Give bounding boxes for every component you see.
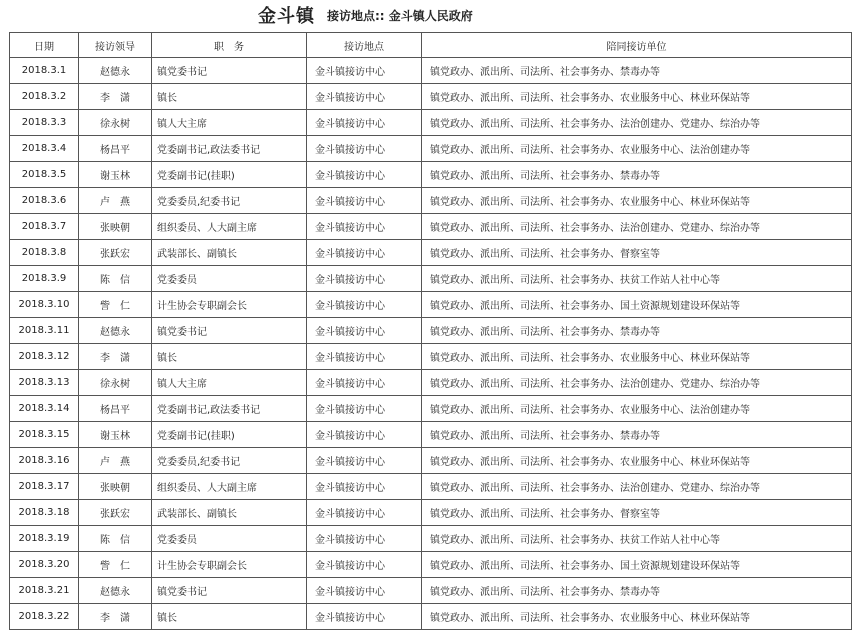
cell-units: 镇党政办、派出所、司法所、社会事务办、禁毒办等 <box>422 422 852 448</box>
cell-date: 2018.3.5 <box>10 162 79 188</box>
cell-position: 党委副书记(挂职) <box>152 162 307 188</box>
cell-units: 镇党政办、派出所、司法所、社会事务办、农业服务中心、法治创建办等 <box>422 136 852 162</box>
cell-location: 金斗镇接访中心 <box>307 266 422 292</box>
page-heading <box>0 2 859 28</box>
cell-units: 镇党政办、派出所、司法所、社会事务办、督察室等 <box>422 500 852 526</box>
column-header-date: 日期 <box>10 33 79 58</box>
cell-position: 镇长 <box>152 604 307 630</box>
cell-leader: 谢玉林 <box>79 162 152 188</box>
cell-date: 2018.3.11 <box>10 318 79 344</box>
cell-location: 金斗镇接访中心 <box>307 110 422 136</box>
cell-date: 2018.3.13 <box>10 370 79 396</box>
table-row <box>10 396 852 422</box>
table-row <box>10 318 852 344</box>
column-header-leader: 接访领导 <box>79 33 152 58</box>
cell-position: 镇党委书记 <box>152 318 307 344</box>
page-subtitle: 接访地点:: 金斗镇人民政府 <box>327 9 473 23</box>
column-header-units: 陪同接访单位 <box>422 33 852 58</box>
table-row <box>10 552 852 578</box>
cell-date: 2018.3.8 <box>10 240 79 266</box>
cell-units: 镇党政办、派出所、司法所、社会事务办、国土资源规划建设环保站等 <box>422 292 852 318</box>
schedule-table <box>9 32 852 630</box>
cell-position: 镇党委书记 <box>152 58 307 84</box>
cell-leader: 卢 燕 <box>79 448 152 474</box>
cell-units: 镇党政办、派出所、司法所、社会事务办、禁毒办等 <box>422 318 852 344</box>
cell-leader: 陈 信 <box>79 526 152 552</box>
table-row <box>10 370 852 396</box>
cell-position: 党委副书记,政法委书记 <box>152 136 307 162</box>
cell-units: 镇党政办、派出所、司法所、社会事务办、农业服务中心、林业环保站等 <box>422 448 852 474</box>
cell-leader: 杨昌平 <box>79 136 152 162</box>
table-row <box>10 110 852 136</box>
cell-position: 镇人大主席 <box>152 110 307 136</box>
cell-date: 2018.3.12 <box>10 344 79 370</box>
cell-leader: 訾 仁 <box>79 552 152 578</box>
cell-leader: 赵德永 <box>79 318 152 344</box>
cell-date: 2018.3.3 <box>10 110 79 136</box>
table-row <box>10 266 852 292</box>
cell-units: 镇党政办、派出所、司法所、社会事务办、国土资源规划建设环保站等 <box>422 552 852 578</box>
cell-location: 金斗镇接访中心 <box>307 188 422 214</box>
cell-leader: 张映朝 <box>79 214 152 240</box>
table-row <box>10 500 852 526</box>
cell-position: 武装部长、副镇长 <box>152 500 307 526</box>
table-row <box>10 292 852 318</box>
cell-leader: 赵德永 <box>79 578 152 604</box>
cell-location: 金斗镇接访中心 <box>307 84 422 110</box>
column-header-position: 职 务 <box>152 33 307 58</box>
table-header-row <box>10 33 852 58</box>
cell-date: 2018.3.22 <box>10 604 79 630</box>
table-row <box>10 84 852 110</box>
table-row <box>10 240 852 266</box>
cell-location: 金斗镇接访中心 <box>307 500 422 526</box>
cell-leader: 李 潇 <box>79 604 152 630</box>
cell-location: 金斗镇接访中心 <box>307 344 422 370</box>
cell-leader: 李 潇 <box>79 344 152 370</box>
cell-date: 2018.3.16 <box>10 448 79 474</box>
cell-location: 金斗镇接访中心 <box>307 552 422 578</box>
cell-position: 党委委员,纪委书记 <box>152 188 307 214</box>
cell-date: 2018.3.17 <box>10 474 79 500</box>
table-body <box>10 58 852 630</box>
cell-position: 武装部长、副镇长 <box>152 240 307 266</box>
cell-position: 组织委员、人大副主席 <box>152 214 307 240</box>
cell-date: 2018.3.19 <box>10 526 79 552</box>
cell-units: 镇党政办、派出所、司法所、社会事务办、禁毒办等 <box>422 58 852 84</box>
table-row <box>10 604 852 630</box>
cell-position: 镇党委书记 <box>152 578 307 604</box>
cell-units: 镇党政办、派出所、司法所、社会事务办、法治创建办、党建办、综治办等 <box>422 214 852 240</box>
table-row <box>10 448 852 474</box>
cell-date: 2018.3.15 <box>10 422 79 448</box>
cell-location: 金斗镇接访中心 <box>307 526 422 552</box>
cell-units: 镇党政办、派出所、司法所、社会事务办、农业服务中心、林业环保站等 <box>422 344 852 370</box>
cell-leader: 卢 燕 <box>79 188 152 214</box>
cell-date: 2018.3.21 <box>10 578 79 604</box>
cell-location: 金斗镇接访中心 <box>307 370 422 396</box>
cell-location: 金斗镇接访中心 <box>307 448 422 474</box>
cell-units: 镇党政办、派出所、司法所、社会事务办、农业服务中心、法治创建办等 <box>422 396 852 422</box>
cell-units: 镇党政办、派出所、司法所、社会事务办、禁毒办等 <box>422 162 852 188</box>
cell-units: 镇党政办、派出所、司法所、社会事务办、扶贫工作站人社中心等 <box>422 266 852 292</box>
cell-leader: 徐永树 <box>79 370 152 396</box>
cell-location: 金斗镇接访中心 <box>307 162 422 188</box>
cell-units: 镇党政办、派出所、司法所、社会事务办、禁毒办等 <box>422 578 852 604</box>
cell-leader: 陈 信 <box>79 266 152 292</box>
cell-leader: 杨昌平 <box>79 396 152 422</box>
table-row <box>10 578 852 604</box>
cell-location: 金斗镇接访中心 <box>307 318 422 344</box>
cell-units: 镇党政办、派出所、司法所、社会事务办、农业服务中心、林业环保站等 <box>422 188 852 214</box>
table-row <box>10 136 852 162</box>
cell-position: 镇人大主席 <box>152 370 307 396</box>
cell-location: 金斗镇接访中心 <box>307 578 422 604</box>
cell-position: 镇长 <box>152 84 307 110</box>
column-header-location: 接访地点 <box>307 33 422 58</box>
cell-location: 金斗镇接访中心 <box>307 58 422 84</box>
cell-position: 计生协会专职副会长 <box>152 552 307 578</box>
cell-units: 镇党政办、派出所、司法所、社会事务办、督察室等 <box>422 240 852 266</box>
cell-leader: 张跃宏 <box>79 240 152 266</box>
cell-units: 镇党政办、派出所、司法所、社会事务办、法治创建办、党建办、综治办等 <box>422 370 852 396</box>
cell-position: 计生协会专职副会长 <box>152 292 307 318</box>
table-row <box>10 344 852 370</box>
cell-leader: 徐永树 <box>79 110 152 136</box>
cell-location: 金斗镇接访中心 <box>307 604 422 630</box>
table-row <box>10 188 852 214</box>
cell-location: 金斗镇接访中心 <box>307 396 422 422</box>
cell-location: 金斗镇接访中心 <box>307 292 422 318</box>
cell-units: 镇党政办、派出所、司法所、社会事务办、法治创建办、党建办、综治办等 <box>422 110 852 136</box>
cell-units: 镇党政办、派出所、司法所、社会事务办、农业服务中心、林业环保站等 <box>422 604 852 630</box>
cell-position: 党委副书记,政法委书记 <box>152 396 307 422</box>
cell-units: 镇党政办、派出所、司法所、社会事务办、法治创建办、党建办、综治办等 <box>422 474 852 500</box>
table-row <box>10 526 852 552</box>
cell-position: 党委副书记(挂职) <box>152 422 307 448</box>
cell-date: 2018.3.7 <box>10 214 79 240</box>
cell-date: 2018.3.9 <box>10 266 79 292</box>
cell-leader: 李 潇 <box>79 84 152 110</box>
table-row <box>10 474 852 500</box>
cell-date: 2018.3.6 <box>10 188 79 214</box>
page-title: 金斗镇 <box>258 6 315 27</box>
table-row <box>10 214 852 240</box>
cell-leader: 訾 仁 <box>79 292 152 318</box>
cell-date: 2018.3.1 <box>10 58 79 84</box>
cell-position: 党委委员 <box>152 526 307 552</box>
cell-date: 2018.3.20 <box>10 552 79 578</box>
cell-date: 2018.3.18 <box>10 500 79 526</box>
cell-location: 金斗镇接访中心 <box>307 474 422 500</box>
cell-position: 党委委员,纪委书记 <box>152 448 307 474</box>
cell-position: 党委委员 <box>152 266 307 292</box>
cell-leader: 谢玉林 <box>79 422 152 448</box>
cell-date: 2018.3.2 <box>10 84 79 110</box>
cell-location: 金斗镇接访中心 <box>307 422 422 448</box>
table-row <box>10 58 852 84</box>
cell-position: 镇长 <box>152 344 307 370</box>
cell-date: 2018.3.14 <box>10 396 79 422</box>
table-row <box>10 422 852 448</box>
cell-location: 金斗镇接访中心 <box>307 214 422 240</box>
cell-units: 镇党政办、派出所、司法所、社会事务办、农业服务中心、林业环保站等 <box>422 84 852 110</box>
cell-units: 镇党政办、派出所、司法所、社会事务办、扶贫工作站人社中心等 <box>422 526 852 552</box>
table-row <box>10 162 852 188</box>
cell-date: 2018.3.10 <box>10 292 79 318</box>
cell-leader: 张映朝 <box>79 474 152 500</box>
cell-location: 金斗镇接访中心 <box>307 136 422 162</box>
cell-leader: 张跃宏 <box>79 500 152 526</box>
cell-date: 2018.3.4 <box>10 136 79 162</box>
cell-location: 金斗镇接访中心 <box>307 240 422 266</box>
cell-position: 组织委员、人大副主席 <box>152 474 307 500</box>
cell-leader: 赵德永 <box>79 58 152 84</box>
